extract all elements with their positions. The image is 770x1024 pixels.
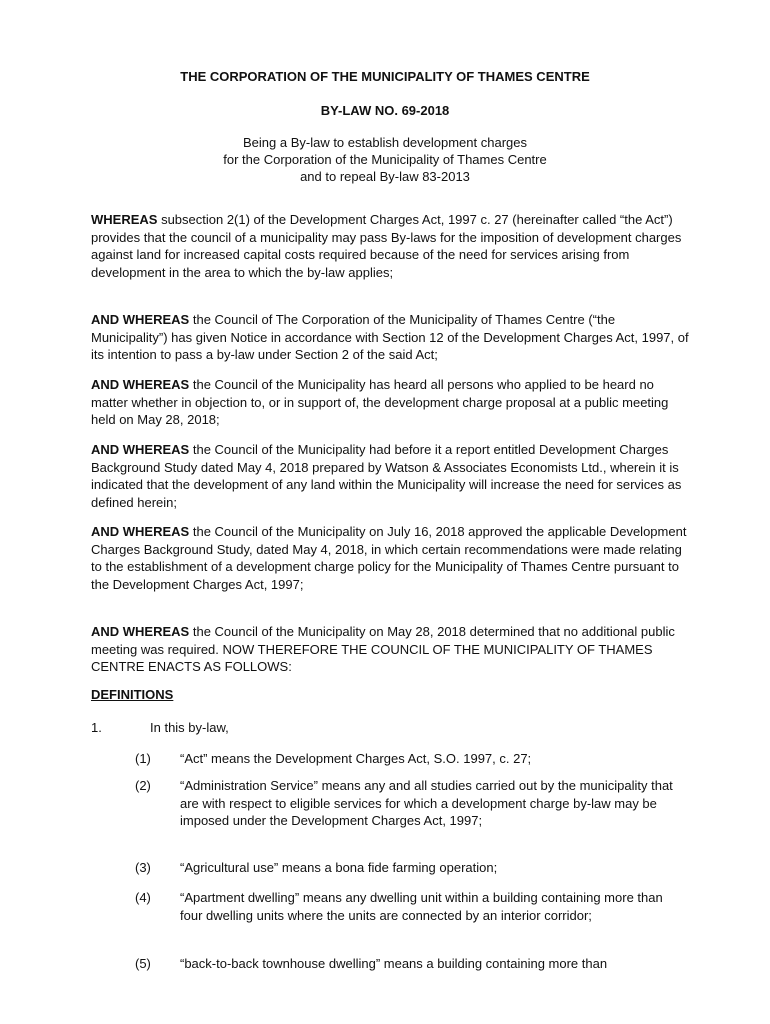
whereas-paragraph-6 <box>91 623 691 676</box>
paragraph-text: the Council of the Municipality on July 16, 2018 approved the applicable Development Charges Background Study, dated May 4, 2018, in which certain recommendations were made relating to the establishment of a development charge policy for the Municipality of Thames Centre pursuant to the Development Charges Act, 1997; <box>91 524 687 593</box>
whereas-paragraph-3 <box>91 376 691 429</box>
definition-text: “Apartment dwelling” means any dwelling unit within a building containing more than four dwelling units where the units are connected by an interior corridor; <box>180 890 663 923</box>
paragraph-lead: AND WHEREAS <box>91 524 190 539</box>
paragraph-lead: AND WHEREAS <box>91 442 190 457</box>
paragraph-text: the Council of the Municipality has heard all persons who applied to be heard no matter whether in objection to, or in support of, the development charge proposal at a public meeting held on May 28, 2018; <box>91 377 669 428</box>
paragraph-text: the Council of the Municipality on May 28, 2018 determined that no additional public meeting was required. NOW THEREFORE THE COUNCIL OF THE MUNICIPALITY OF THAMES CENTRE ENACTS AS FOLLOWS: <box>91 624 675 675</box>
section-text: In this by-law, <box>150 720 229 735</box>
section-number: 1. <box>91 720 102 735</box>
subtitle-line-3: and to repeal By-law 83-2013 <box>300 169 470 184</box>
paragraph-lead: AND WHEREAS <box>91 624 190 639</box>
paragraph-text: the Council of the Municipality had before it a report entitled Development Charges Background Study dated May 4, 2018 prepared by Watson & Associates Economists Ltd., wherein it is indicated that the development of any land within the Municipality will increase the need for services as defined herein; <box>91 442 682 511</box>
paragraph-text: the Council of The Corporation of the Municipality of Thames Centre (“the Municipality”) has given Notice in accordance with Section 12 of the Development Charges Act, 1997, of its intention to pass a by-law under Section 2 of the said Act; <box>91 312 689 363</box>
definition-text: “back-to-back townhouse dwelling” means a building containing more than <box>180 956 608 971</box>
whereas-paragraph-5 <box>91 523 691 594</box>
whereas-paragraph-4 <box>91 441 691 512</box>
subtitle-line-2: for the Corporation of the Municipality of Thames Centre <box>223 152 547 167</box>
definition-number: (4) <box>135 890 151 905</box>
paragraph-lead: AND WHEREAS <box>91 312 190 327</box>
definition-number: (1) <box>135 751 151 766</box>
paragraph-text: subsection 2(1) of the Development Charges Act, 1997 c. 27 (hereinafter called “the Act”) provides that the council of a municipality may pass By-laws for the imposition of development charges against land for increased capital costs required because of the need for services arising from development in the area to which the by-law applies; <box>91 212 682 281</box>
definition-number: (2) <box>135 778 151 793</box>
definition-text: “Act” means the Development Charges Act, S.O. 1997, c. 27; <box>180 751 532 766</box>
definition-text: “Administration Service” means any and all studies carried out by the municipality that are with respect to eligible services for which a development charge by-law may be imposed under the Development Charges Act, 1997; <box>180 778 673 829</box>
bylaw-number: BY-LAW NO. 69-2018 <box>320 103 450 118</box>
document-title: THE CORPORATION OF THE MUNICIPALITY OF THAMES CENTRE <box>180 69 590 84</box>
subtitle-line-1: Being a By-law to establish development charges <box>243 135 527 150</box>
definitions-heading: DEFINITIONS <box>91 687 174 702</box>
paragraph-lead: WHEREAS <box>91 212 158 227</box>
whereas-paragraph-2 <box>91 311 691 364</box>
definition-number: (5) <box>135 956 151 971</box>
definition-text: “Agricultural use” means a bona fide farming operation; <box>180 860 498 875</box>
paragraph-lead: AND WHEREAS <box>91 377 190 392</box>
definition-number: (3) <box>135 860 151 875</box>
whereas-paragraph-1 <box>91 211 691 282</box>
